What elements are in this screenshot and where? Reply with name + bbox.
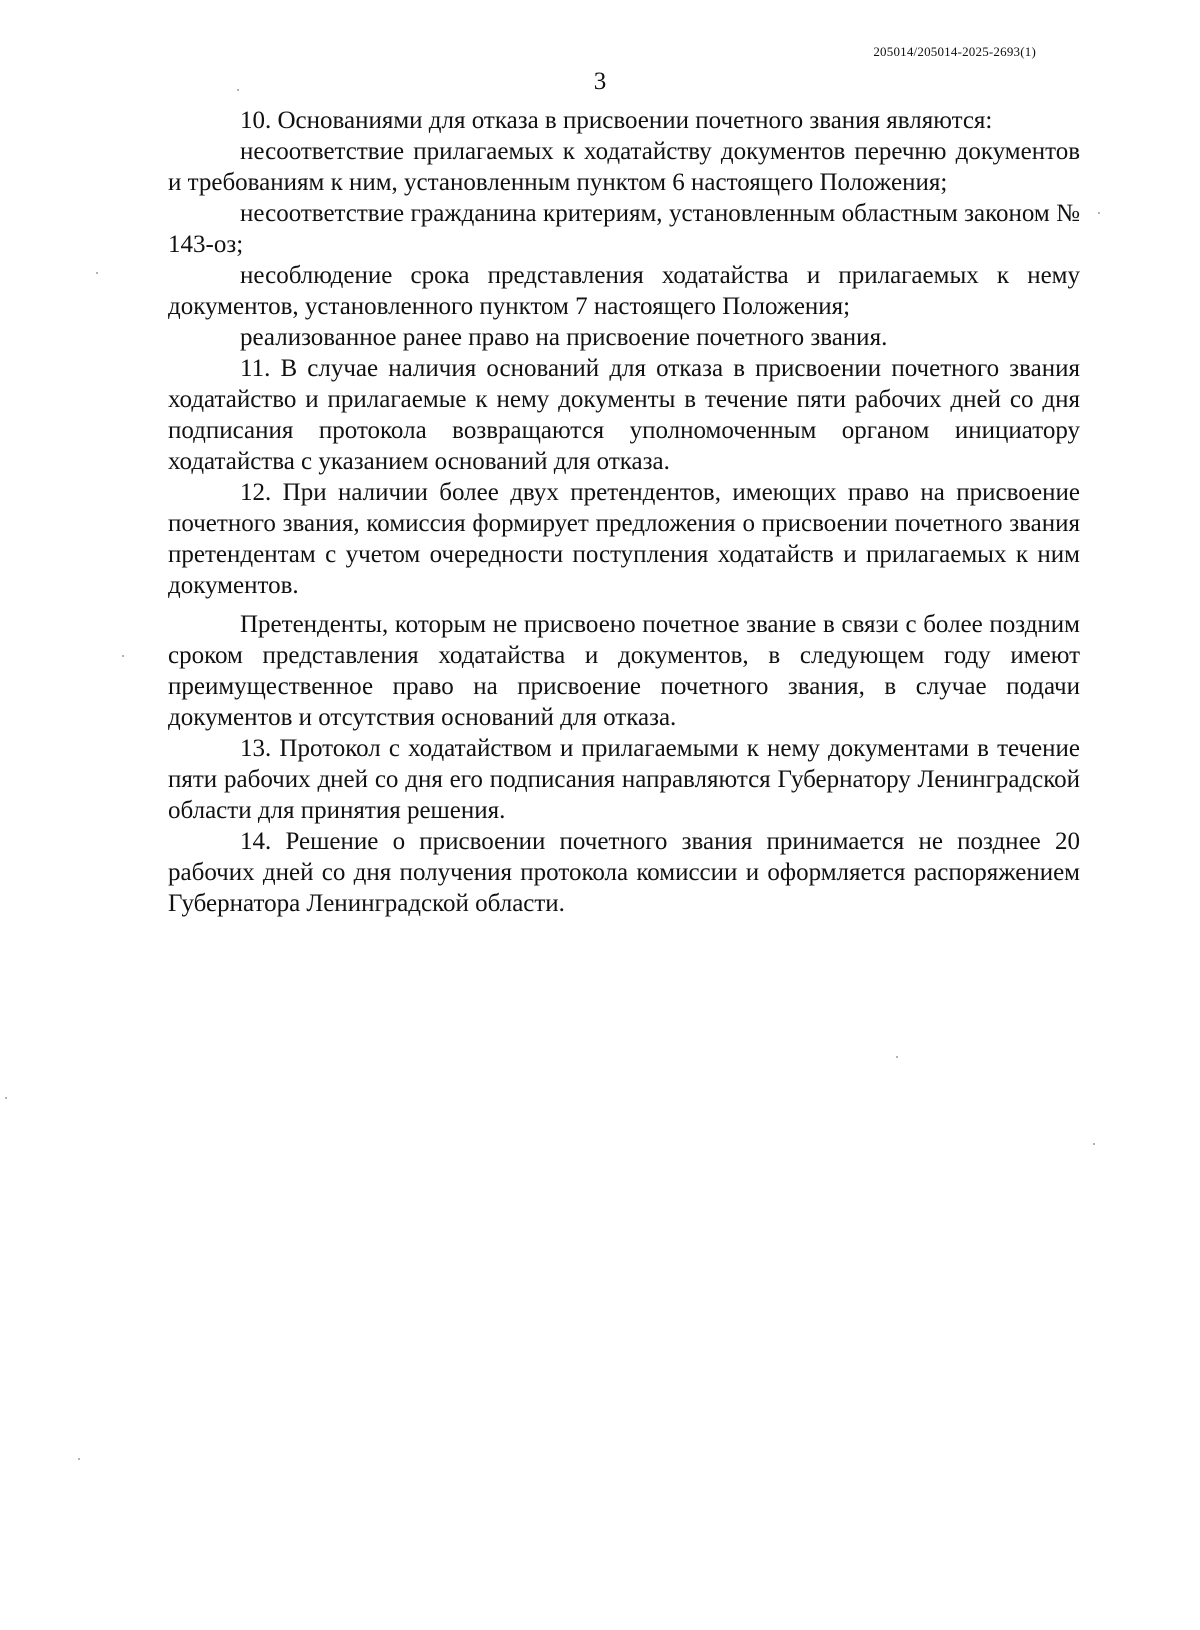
ground-item-2: несоответствие гражданина критериям, установленным областным законом № 143-оз;	[168, 200, 1080, 258]
scan-speck	[122, 655, 124, 657]
scan-speck	[1098, 212, 1100, 214]
scan-speck	[1093, 1143, 1095, 1145]
scan-speck	[237, 89, 239, 91]
ground-item-3: несоблюдение срока представления ходатайства и прилагаемых к нему документов, установленного пунктом 7 настоящего Положения;	[168, 262, 1080, 320]
ground-item-4: реализованное ранее право на присвоение почетного звания.	[240, 324, 888, 351]
paragraph-11: 11. В случае наличия оснований для отказа в присвоении почетного звания ходатайство и прилагаемые к нему документы в течение пяти рабочих дней со дня подписания протокола возвращаются уполномоченным органом инициатору ходатайства с указанием оснований для отказа.	[168, 355, 1080, 475]
paragraph-13: 13. Протокол с ходатайством и прилагаемыми к нему документами в течение пяти рабочих дней со дня его подписания направляются Губернатору Ленинградской области для принятия решения.	[168, 735, 1080, 824]
paragraph-14: 14. Решение о присвоении почетного звания принимается не позднее 20 рабочих дней со дня получения протокола комиссии и оформляется распоряжением Губернатора Ленинградской области.	[168, 828, 1080, 917]
scan-speck	[96, 272, 98, 274]
document-body	[168, 105, 1080, 919]
paragraph-10: 10. Основаниями для отказа в присвоении почетного звания являются:	[240, 107, 993, 134]
scan-speck	[78, 1458, 80, 1460]
paragraph-12-continuation: Претенденты, которым не присвоено почетное звание в связи с более поздним сроком представления ходатайства и документов, в следующем году имеют преимущественное право на присвоение почетного звания, в случае подачи документов и отсутствия оснований для отказа.	[168, 611, 1080, 731]
document-registration-number: 205014/205014-2025-2693(1)	[873, 44, 1036, 59]
page-number: 3	[593, 68, 607, 95]
scan-speck	[5, 1097, 7, 1099]
scan-speck	[896, 1056, 898, 1058]
ground-item-1: несоответствие прилагаемых к ходатайству документов перечню документов и требованиям к ним, установленным пунктом 6 настоящего Положения;	[168, 138, 1080, 196]
paragraph-12: 12. При наличии более двух претендентов, имеющих право на присвоение почетного звания, комиссия формирует предложения о присвоении почетного звания претендентам с учетом очередности поступления ходатайств и прилагаемых к ним документов.	[168, 479, 1080, 599]
